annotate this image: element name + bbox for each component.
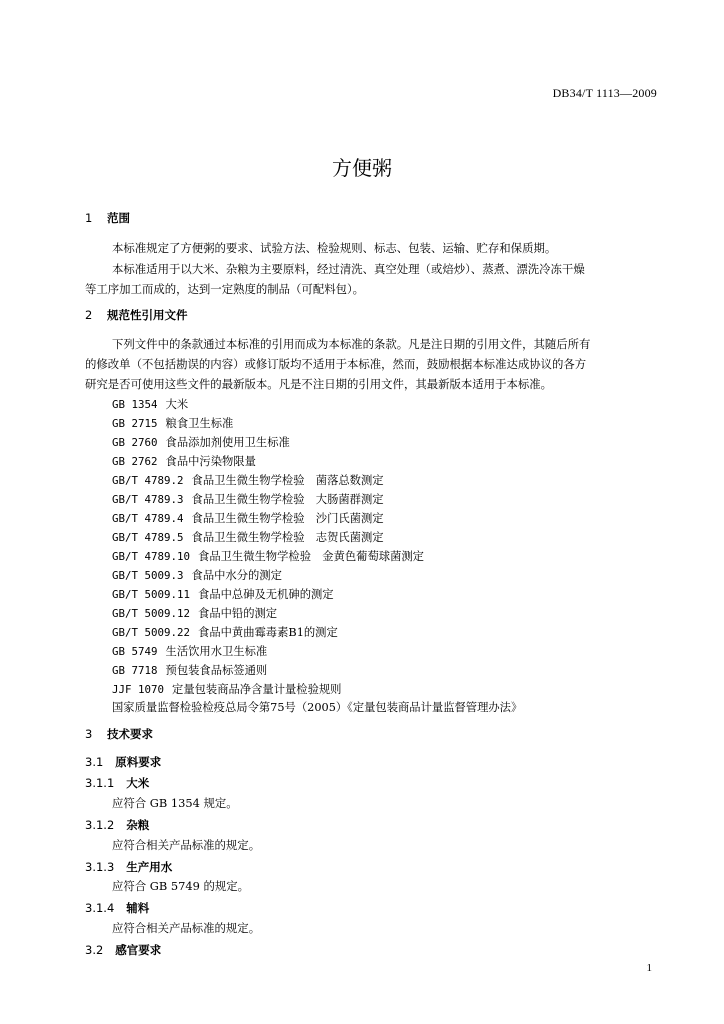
section-number: 2 bbox=[85, 308, 93, 322]
reference-item: GB 1354 大米 bbox=[112, 398, 189, 411]
reference-item: GB 2762 食品中污染物限量 bbox=[112, 455, 256, 468]
paragraph: 本标准规定了方便粥的要求、试验方法、检验规则、标志、包装、运输、贮存和保质期。 bbox=[112, 241, 557, 255]
subsection-3-1-1-heading: 3.1.1 大米 bbox=[85, 776, 150, 790]
page-number: 1 bbox=[646, 962, 652, 974]
paragraph: 等工序加工而成的，达到一定熟度的制品（可配料包）。 bbox=[85, 282, 365, 296]
section-title: 范围 bbox=[107, 211, 130, 225]
section-3-heading bbox=[85, 726, 153, 742]
subsection-3-1-heading: 3.1 原料要求 bbox=[85, 755, 162, 769]
subsection-3-1-2-heading: 3.1.2 杂粮 bbox=[85, 818, 150, 832]
paragraph: 本标准适用于以大米、杂粮为主要原料，经过清洗、真空处理（或焙炒）、蒸煮、漂洗冷冻干燥 bbox=[112, 262, 585, 276]
paragraph: 研究是否可使用这些文件的最新版本。凡是不注日期的引用文件，其最新版本适用于本标准。 bbox=[85, 377, 553, 391]
reference-item: GB/T 4789.4 食品卫生微生物学检验 沙门氏菌测定 bbox=[112, 512, 384, 525]
reference-item: GB/T 5009.12 食品中铅的测定 bbox=[112, 607, 278, 620]
paragraph: 下列文件中的条款通过本标准的引用而成为本标准的条款。凡是注日期的引用文件，其随后所有 bbox=[112, 337, 591, 351]
reference-item: GB/T 4789.2 食品卫生微生物学检验 菌落总数测定 bbox=[112, 474, 384, 487]
subsection-3-1-4-heading: 3.1.4 辅料 bbox=[85, 901, 150, 915]
section-1-heading bbox=[85, 210, 130, 226]
reference-item: GB 2760 食品添加剂使用卫生标准 bbox=[112, 436, 290, 449]
subsection-3-2-heading: 3.2 感官要求 bbox=[85, 943, 162, 957]
reference-item: GB/T 5009.11 食品中总砷及无机砷的测定 bbox=[112, 588, 334, 601]
reference-item: GB 2715 粮食卫生标准 bbox=[112, 417, 234, 430]
reference-item: GB 5749 生活饮用水卫生标准 bbox=[112, 645, 268, 658]
paragraph: 的修改单（不包括勘误的内容）或修订版均不适用于本标准，然而，鼓励根据本标准达成协议的各方 bbox=[85, 357, 587, 371]
section-number: 1 bbox=[85, 211, 93, 225]
page-title: 方便粥 bbox=[332, 156, 392, 180]
reference-item: GB/T 4789.5 食品卫生微生物学检验 志贺氏菌测定 bbox=[112, 531, 384, 544]
section-number: 3 bbox=[85, 727, 93, 741]
paragraph: 应符合相关产品标准的规定。 bbox=[112, 838, 261, 852]
reference-item: GB/T 4789.10 食品卫生微生物学检验 金黄色葡萄球菌测定 bbox=[112, 550, 424, 563]
paragraph: 应符合相关产品标准的规定。 bbox=[112, 921, 261, 935]
subsection-3-1-3-heading: 3.1.3 生产用水 bbox=[85, 860, 173, 874]
paragraph: 应符合 GB 5749 的规定。 bbox=[112, 879, 250, 893]
paragraph: 应符合 GB 1354 规定。 bbox=[112, 796, 238, 810]
section-title: 技术要求 bbox=[107, 727, 153, 741]
reference-item: GB 7718 预包装食品标签通则 bbox=[112, 664, 268, 677]
reference-item: JJF 1070 定量包装商品净含量计量检验规则 bbox=[112, 683, 342, 696]
reference-item: GB/T 4789.3 食品卫生微生物学检验 大肠菌群测定 bbox=[112, 493, 384, 506]
section-title: 规范性引用文件 bbox=[107, 308, 188, 322]
section-2-heading bbox=[85, 307, 188, 323]
reference-item: GB/T 5009.3 食品中水分的测定 bbox=[112, 569, 282, 582]
reference-item: GB/T 5009.22 食品中黄曲霉毒素B1的测定 bbox=[112, 626, 338, 639]
document-code: DB34/T 1113—2009 bbox=[552, 86, 657, 100]
reference-item: 国家质量监督检验检疫总局令第75号（2005）《定量包装商品计量监督管理办法》 bbox=[112, 701, 523, 714]
